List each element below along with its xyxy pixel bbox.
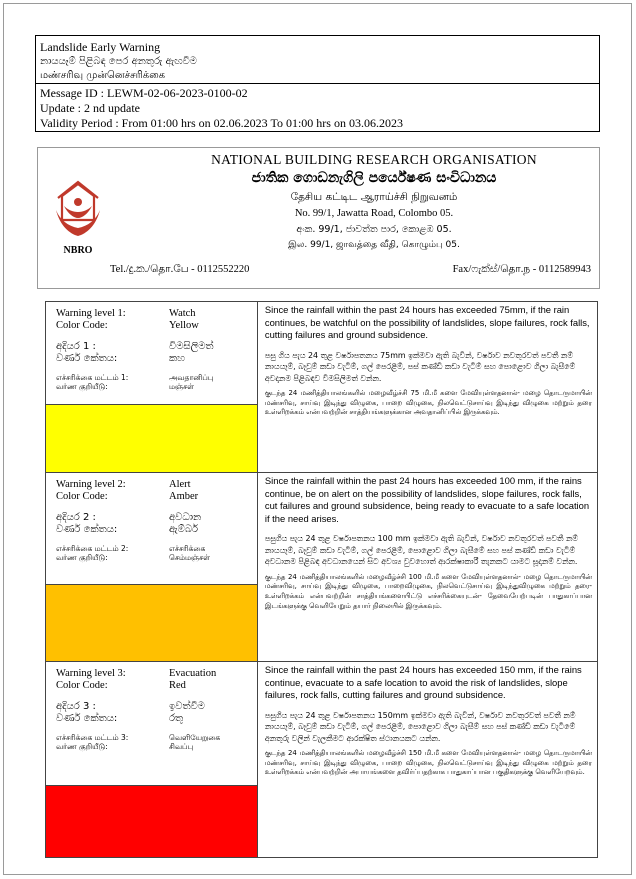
level-3-description bbox=[257, 662, 597, 858]
org-telephone: Tel./දු.ක./தொ.பே - 0112552220 bbox=[110, 264, 250, 275]
level-label-si: අදියර 1 : bbox=[56, 341, 96, 352]
level-label-ta: எச்சரிக்கை மட்டம் 1: bbox=[56, 373, 129, 382]
description-ta: குடந்த 24 மணித்தியாலங்களில் மழைவீழ்ச்சி 150 மி.மீ களை மேவியுள்ளதனால்- மழை தொடருமாயின் மண்சரிவு, சாய்வு இடிந்து விழுகை, பாறை விழுகை, நிலவெட்டுசாய்வு இடிந்து விழுகை மற்றும் தரை உள்ளிறக்கம் என்பவற்றின் அபாயங்களை தவிர்ப்பதற்காக பாதுகாப்பான பகுதிகளுக்கு வெளியேறவும். bbox=[264, 749, 592, 777]
update-number: Update : 2 nd update bbox=[40, 101, 140, 115]
warning-header bbox=[35, 35, 600, 132]
header-titles bbox=[36, 36, 599, 84]
level-label-ta: எச்சரிக்கை மட்டம் 3: bbox=[56, 733, 129, 742]
color-swatch-red bbox=[46, 786, 258, 858]
color-value-si: කහ bbox=[169, 352, 185, 364]
color-value-si: රතු bbox=[169, 712, 184, 724]
org-address-si: අංක. 99/1, ජාවත්ත පාර, කොළඹ 05. bbox=[296, 224, 452, 235]
color-value-ta: சிவப்பு bbox=[169, 742, 194, 751]
title-ta: மண்சரிவு முன்னெச்சரிக்கை bbox=[40, 70, 166, 81]
description-en: Since the rainfall within the past 24 hours has exceeded 150 mm, if the rains continue, evacuate to a safe location to avoid the risk of landslides, slope failures, rock falls, cutting failures and ground subsidence. bbox=[264, 664, 582, 701]
validity-period: Validity Period : From 01:00 hrs on 02.06.2023 To 01:00 hrs on 03.06.2023 bbox=[40, 116, 403, 130]
color-label-ta: வர்ண குறியீடு: bbox=[56, 742, 108, 751]
color-value-en: Amber bbox=[169, 491, 199, 502]
org-name-en: NATIONAL BUILDING RESEARCH ORGANISATION bbox=[211, 152, 537, 167]
level-1-description bbox=[257, 302, 597, 473]
description-en: Since the rainfall within the past 24 hours has exceeded 100 mm, if the rains continue, be on alert on the possibility of landslides, slope failures, rock falls, cut failures and ground subsidence, being ready to evacuate to a safe location if the need arises. bbox=[264, 475, 590, 524]
level-label-si: අදියර 2 : bbox=[56, 512, 96, 523]
org-name-ta: தேசிய கட்டிட ஆராய்ச்சி நிறுவனம் bbox=[290, 191, 458, 203]
level-label-en: Warning level 1: bbox=[56, 308, 126, 319]
description-en: Since the rainfall within the past 24 hours has exceeded 75mm, if the rain continues, be watchful on the possibility of landslides, slope failures, rock falls, cutting failures and ground subsidence. bbox=[264, 304, 590, 341]
color-label-si: වර්ණ කේතය: bbox=[56, 712, 118, 724]
level-2-description bbox=[257, 473, 597, 662]
color-swatch-amber bbox=[46, 585, 258, 662]
org-name-si: ජාතික ගොඩනැගිලි පර්යේෂණ සංවිධානය bbox=[251, 170, 497, 186]
level-value-si: විමසිලිමත් bbox=[169, 341, 214, 352]
level-value-ta: எச்சரிக்கை bbox=[169, 544, 206, 553]
header-meta bbox=[36, 84, 599, 131]
level-label-si: අදියර 3 : bbox=[56, 701, 96, 712]
warning-levels-table bbox=[45, 301, 598, 858]
level-value-ta: அவதானிப்பு bbox=[169, 373, 214, 382]
description-si: පසුගිය පැය 24 තුළ වර්ෂාපතනය 150mm ඉක්මවා ඇති බැවින්, වර්ෂාව නවතුරවත් පවතී නම් නායයෑම්, බෑවුම් කඩා වැටීම්, ගල් පෙරළීම්, පොළොව ගිලා බැසීම් සහ පස් කණ්ඩි කඩා වැටීමේ අනතුරු වලින් වැලකීමට ආරක්ෂිත ස්ථානයකට යන්න. bbox=[264, 710, 576, 743]
color-value-ta: மஞ்சள் bbox=[169, 382, 195, 391]
logo-text: NBRO bbox=[63, 245, 93, 256]
description-ta: குடந்த 24 மணித்தியாலங்களில் மழைவீழ்ச்சி 100 மி.மீ களை மேவியுள்ளதனால்- மழை தொடருமாயின் மண்சரிவு, சாய்வு இடிந்து விழுகை, பாறைவிழுகை, நிலவெட்டுசாய்வு இடிந்துவிழுகை மற்றும் தரை-உள்ளிறக்கம் என்பவற்றின் சாத்தியங்களையிட்டு எச்சரிக்கையுடன்- தேவையேற்படின் பாதுகாப்பான இடங்களுக்கு வெளியேறும் தயார் நிலையில் இருக்கவும். bbox=[264, 572, 592, 610]
color-label-en: Color Code: bbox=[56, 320, 108, 331]
description-si: පසුගිය පැය 24 තුළ වර්ෂාපතනය 100 mm ඉක්මවා ඇති බැවින්, වර්ෂාව නවතුරවත් පවතී නම් නායයෑම්, බෑවුම් කඩා වැටීම්, ගල් පෙරළීම්, පොළොව ගිලා බැසීමේ සහ පස් කණ්ඩි කඩා වැටීම් අවධානම පිළිබඳ අවධානයෙන් සිට අවශ්‍ය වුවහොත් ආරක්ෂාකාරී තැනකට යාමට සූදානම් වන්න. bbox=[264, 534, 579, 567]
description-si: පසු ගිය පැය 24 තුළ වර්ෂාපතනය 75mm ඉක්මවා ඇති බැවින්, වර්ෂාව නවතුරවත් පවතී නම් නායයෑම්, බෑවුම් කඩා වැටීම්, ගල් පෙරළීම්, පස් කණ්ඩි කඩා වැටීම් සහ පොළොව ගිලා බැසීමේ අවදානම පිළිබඳව විමසිලිමත් වන්න. bbox=[264, 350, 576, 383]
level-label-en: Warning level 3: bbox=[56, 668, 126, 679]
color-label-ta: வர்ண குறியீடு: bbox=[56, 382, 108, 391]
message-id: Message ID : LEWM-02-06-2023-0100-02 bbox=[40, 86, 248, 100]
color-label-si: වර්ණ කේතය: bbox=[56, 523, 118, 535]
warning-level-2-row bbox=[46, 473, 598, 585]
title-en: Landslide Early Warning bbox=[40, 40, 161, 54]
level-1-labels bbox=[46, 302, 258, 405]
level-value-en: Evacuation bbox=[169, 668, 217, 679]
color-label-ta: வர்ண குறியீடு: bbox=[56, 553, 108, 562]
color-label-en: Color Code: bbox=[56, 680, 108, 691]
color-value-en: Red bbox=[169, 680, 186, 691]
color-value-en: Yellow bbox=[169, 320, 199, 331]
description-ta: குடந்த 24 மணித்தியாலங்களில் மழைவீழ்ச்சி 75 மி.மீ களை மேவியுள்ளதனால்- மழை தொடருமாயின் மண்சரிவு, சாய்வு இடிந்து விழுகை, பாறை விழுகை, நிலவெட்டுசாய்வு இடிந்து விழுகை மற்றும் தரை உள்ளிறக்கம் என்பவற்றின் சாத்தியங்களுக்கான அவதானிப்பில் இருக்கவும். bbox=[264, 389, 592, 417]
color-label-en: Color Code: bbox=[56, 491, 108, 502]
nbro-logo-icon bbox=[50, 176, 106, 252]
level-label-ta: எச்சரிக்கை மட்டம் 2: bbox=[56, 544, 129, 553]
level-value-si: අවධාන bbox=[169, 512, 202, 523]
level-value-en: Watch bbox=[169, 308, 196, 319]
color-value-si: ඇම්බර් bbox=[169, 523, 199, 535]
level-label-en: Warning level 2: bbox=[56, 479, 126, 490]
title-si: නායයෑම් පිළිබඳ පෙර අනතුරු ඇඟවීම bbox=[40, 56, 197, 67]
org-letterhead bbox=[37, 147, 600, 289]
level-3-labels bbox=[46, 662, 258, 786]
org-fax: Fax/ෆැක්ස්/தொ.ந - 0112589943 bbox=[452, 264, 591, 275]
level-2-labels bbox=[46, 473, 258, 585]
level-value-en: Alert bbox=[169, 479, 191, 490]
color-label-si: වර්ණ කේතය: bbox=[56, 352, 118, 364]
warning-level-1-row bbox=[46, 302, 598, 405]
color-value-ta: செம்மஞ்சள் bbox=[169, 553, 211, 562]
color-swatch-yellow bbox=[46, 405, 258, 473]
level-value-si: ඉවත්වීම bbox=[169, 701, 205, 712]
level-value-ta: வெளியேறுகை bbox=[169, 733, 221, 742]
org-address-ta: இல. 99/1, ஜாவத்தை வீதி, கொழும்பு 05. bbox=[288, 240, 460, 250]
org-address-en: No. 99/1, Jawatta Road, Colombo 05. bbox=[294, 208, 454, 219]
warning-level-3-row bbox=[46, 662, 598, 786]
